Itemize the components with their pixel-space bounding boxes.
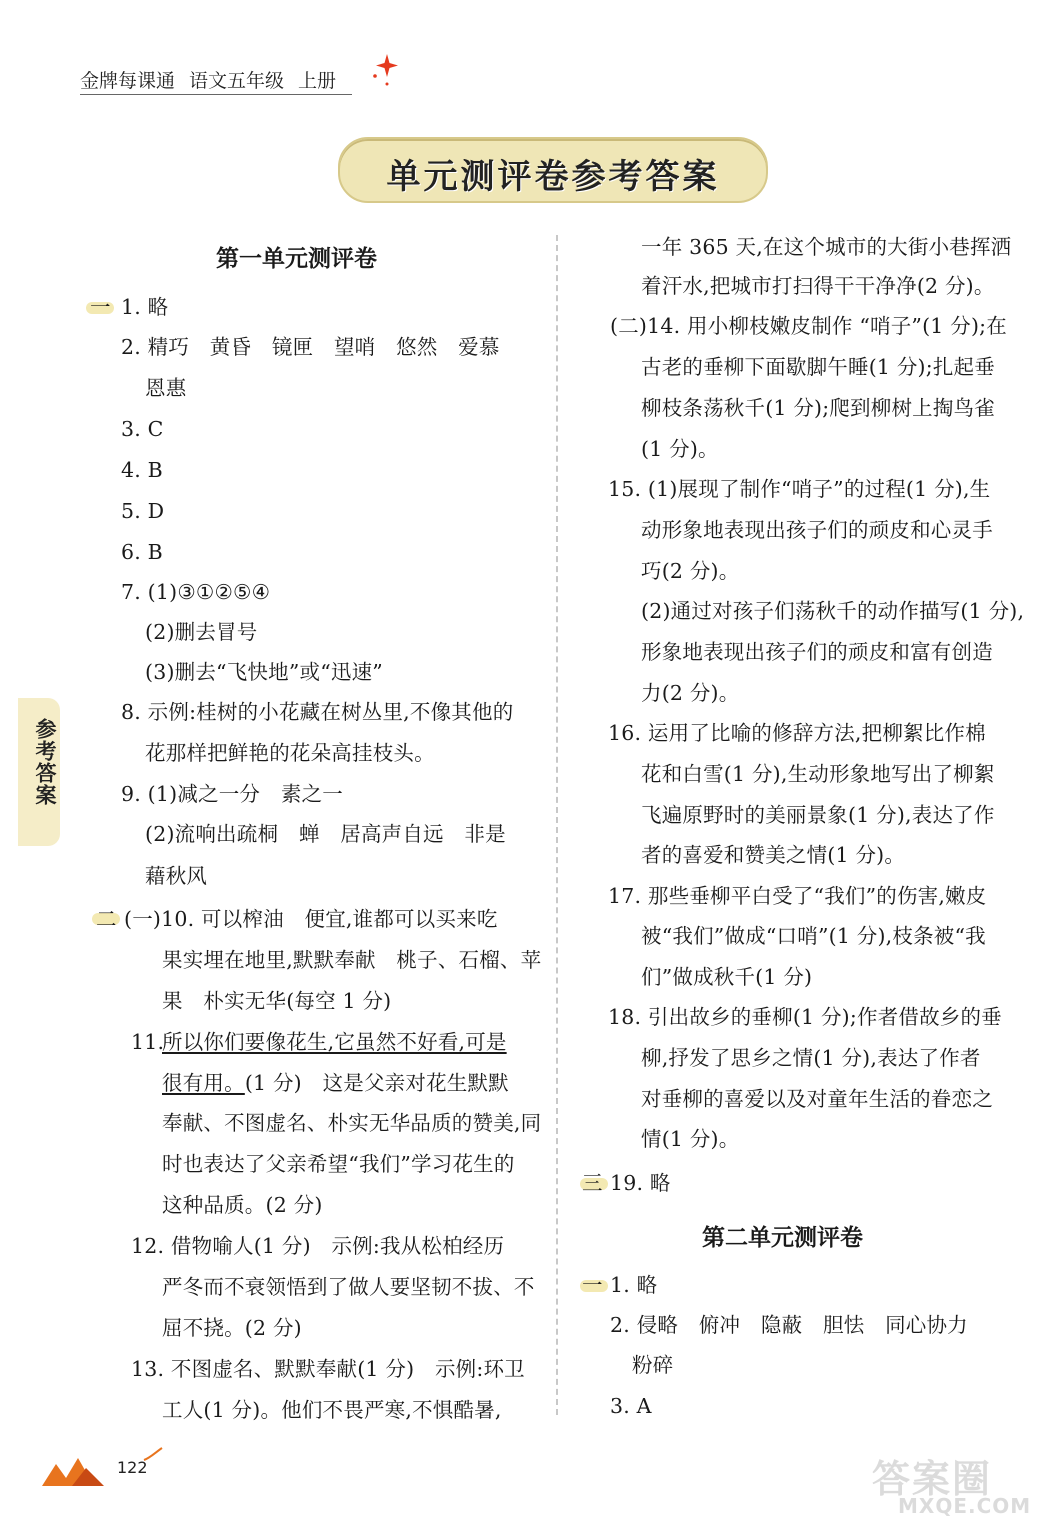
answer-line: 飞遍原野时的美丽景象(1 分),表达了作 (641, 803, 995, 827)
answer-line: 1. 略 (610, 1273, 658, 1297)
answer-line: 果 朴实无华(每空 1 分) (162, 989, 392, 1013)
answer-line: 情(1 分)。 (641, 1127, 740, 1151)
header-subject: 语文五年级 (189, 70, 285, 92)
answer-line: (2)通过对孩子们荡秋千的动作描写(1 分), (641, 599, 1025, 623)
answer-line: 花和白雪(1 分),生动形象地写出了柳絮 (641, 762, 995, 786)
section-label: 一 (90, 295, 111, 319)
answer-line: 巧(2 分)。 (641, 559, 740, 583)
answer-line: 19. 略 (610, 1171, 671, 1195)
answer-line: 形象地表现出孩子们的顽皮和富有创造 (641, 640, 993, 664)
answer-line: 15. (1)展现了制作“哨子”的过程(1 分),生 (608, 477, 991, 501)
answer-line: 屈不挠。(2 分) (162, 1316, 302, 1340)
answer-line: 2. 精巧 黄昏 镜匣 望哨 悠然 爱慕 (121, 335, 500, 359)
unit2-title: 第二单元测评卷 (702, 1225, 863, 1251)
answer-line: (二)14. 用小柳枝嫩皮制作 “哨子”(1 分);在 (610, 314, 1007, 338)
header-brand: 金牌每课通 (80, 70, 176, 92)
answer-line: 16. 运用了比喻的修辞方法,把柳絮比作棉 (608, 721, 986, 745)
answer-line: 藉秋风 (145, 864, 208, 888)
side-tab (18, 698, 60, 846)
answer-line: 柳枝条荡秋千(1 分);爬到柳树上掏鸟雀 (641, 396, 995, 420)
answer-line: 严冬而不衰领悟到了做人要坚韧不拔、不 (162, 1275, 535, 1299)
answer-line: 被“我们”做成“口哨”(1 分),枝条被“我 (641, 924, 986, 948)
answer-line: 13. 不图虚名、默默奉献(1 分) 示例:环卫 (131, 1357, 525, 1381)
answer-line: (2)流响出疏桐 蝉 居高声自远 非是 (145, 822, 506, 846)
answer-line: 古老的垂柳下面歇脚午睡(1 分);扎起垂 (641, 355, 995, 379)
answer-line: 果实埋在地里,默默奉献 桃子、石榴、苹 (162, 948, 542, 972)
answer-line: 2. 侵略 俯冲 隐蔽 胆怯 同心协力 (610, 1313, 968, 1337)
answer-line: 力(2 分)。 (641, 681, 740, 705)
unit1-title: 第一单元测评卷 (216, 246, 377, 272)
answer-line: 9. (1)减之一分 素之一 (121, 782, 343, 806)
answer-line: 这种品质。(2 分) (162, 1193, 323, 1217)
answer-line: 工人(1 分)。他们不畏严寒,不惧酷暑, (162, 1398, 502, 1422)
answer-line: 3. A (610, 1394, 652, 1418)
section-label: 三 (582, 1171, 603, 1195)
answer-line: 花那样把鲜艳的花朵高挂枝头。 (145, 741, 435, 765)
answer-line: 们”做成秋千(1 分) (641, 965, 813, 989)
answer-line: 12. 借物喻人(1 分) 示例:我从松柏经历 (131, 1234, 505, 1258)
answer-line: 动形象地表现出孩子们的顽皮和心灵手 (641, 518, 993, 542)
watermark-url: MXQE.COM (898, 1494, 1032, 1518)
answer-line: (一)10. 可以榨油 便宜,谁都可以买来吃 (124, 907, 498, 931)
answer-line: 一年 365 天,在这个城市的大街小巷挥洒 (641, 235, 1012, 259)
answer-line: 6. B (121, 540, 163, 564)
column-divider (556, 235, 558, 1415)
answer-line: 对垂柳的喜爱以及对童年生活的眷恋之 (641, 1087, 993, 1111)
answer-text: (1 分) 这是父亲对花生默默 (244, 1071, 509, 1095)
answer-line: 8. 示例:桂树的小花藏在树丛里,不像其他的 (121, 700, 514, 724)
page-title-banner (338, 137, 768, 203)
answer-line: (3)删去“飞快地”或“迅速” (145, 660, 383, 684)
page-title: 单元测评卷参考答案 (386, 157, 720, 197)
answer-line (162, 1071, 509, 1095)
answer-line: 1. 略 (121, 295, 169, 319)
page-number: 122 (117, 1458, 148, 1477)
section-label: 二 (96, 907, 117, 931)
answer-line: 5. D (121, 499, 165, 523)
section-label: 一 (582, 1273, 603, 1297)
answer-line: 3. C (121, 417, 164, 441)
answer-line: 17. 那些垂柳平白受了“我们”的伤害,嫩皮 (608, 884, 987, 908)
answer-line: 7. (1)③①②⑤④ (121, 580, 271, 604)
answer-line: (2)删去冒号 (145, 620, 258, 644)
underlined-text: 很有用。 (162, 1071, 245, 1095)
answer-line: 粉碎 (632, 1353, 674, 1377)
header-rule (80, 94, 352, 95)
swoosh-icon (142, 1446, 164, 1462)
answer-line: (1 分)。 (641, 437, 719, 461)
book-header (80, 66, 336, 93)
answer-line: 恩惠 (145, 376, 187, 400)
header-volume: 上册 (298, 70, 337, 92)
answer-line: 4. B (121, 458, 163, 482)
answer-line: 时也表达了父亲希望“我们”学习花生的 (162, 1152, 515, 1176)
answer-line: 11. (131, 1030, 165, 1054)
watermark (868, 1448, 1032, 1528)
answer-line: 着汗水,把城市打扫得干干净净(2 分)。 (641, 274, 995, 298)
answer-line: 柳,抒发了思乡之情(1 分),表达了作者 (641, 1046, 981, 1070)
answer-line: 所以你们要像花生,它虽然不好看,可是 (162, 1030, 507, 1054)
answer-line: 18. 引出故乡的垂柳(1 分);作者借故乡的垂 (608, 1005, 1002, 1029)
side-tab-label: 参考答案 (33, 718, 57, 806)
sparkle-star-icon (372, 50, 402, 90)
watermark-title: 答案圈 (872, 1457, 993, 1501)
answer-line: 者的喜爱和赞美之情(1 分)。 (641, 843, 906, 867)
mountain-logo-icon (42, 1452, 108, 1486)
answer-line: 奉献、不图虚名、朴实无华品质的赞美,同 (162, 1111, 542, 1135)
